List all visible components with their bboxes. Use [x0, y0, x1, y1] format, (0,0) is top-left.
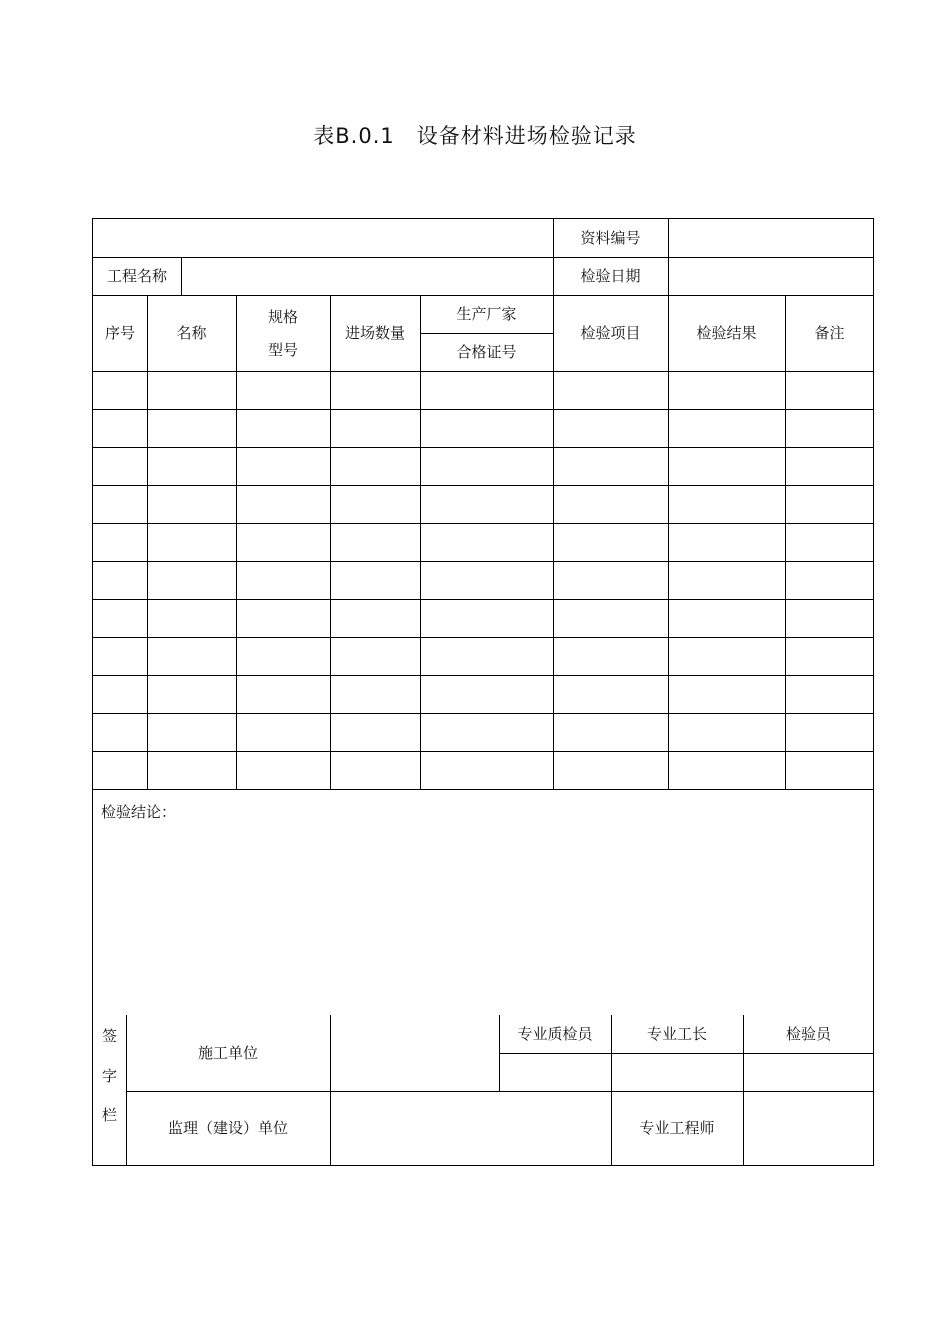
table-cell[interactable]	[668, 751, 785, 789]
table-cell[interactable]	[420, 599, 553, 637]
signature-section-label	[93, 1025, 126, 1125]
inspector-signature-field[interactable]	[743, 1053, 874, 1091]
supervision-unit-label: 监理（建设）单位	[167, 1118, 288, 1137]
table-cell[interactable]	[330, 751, 420, 789]
table-cell[interactable]	[330, 523, 420, 561]
table-cell[interactable]	[330, 599, 420, 637]
table-cell[interactable]	[553, 713, 668, 751]
col-header-remark: 备注	[814, 323, 845, 342]
table-cell[interactable]	[785, 599, 874, 637]
col-header-certificate: 合格证号	[456, 342, 517, 361]
table-cell[interactable]	[236, 447, 330, 485]
table-cell[interactable]	[553, 371, 668, 409]
table-cell[interactable]	[668, 599, 785, 637]
foreman-label: 专业工长	[646, 1024, 707, 1043]
table-cell[interactable]	[668, 371, 785, 409]
col-header-quantity: 进场数量	[344, 323, 405, 342]
col-header-spec	[236, 306, 330, 360]
table-cell[interactable]	[785, 523, 874, 561]
table-cell[interactable]	[147, 637, 236, 675]
table-cell[interactable]	[553, 485, 668, 523]
foreman-signature-field[interactable]	[611, 1053, 743, 1091]
signature-section-char-2: 字	[101, 1066, 117, 1085]
table-cell[interactable]	[785, 409, 874, 447]
col-header-spec-line1: 规格	[267, 308, 298, 326]
table-cell[interactable]	[420, 485, 553, 523]
table-cell[interactable]	[420, 371, 553, 409]
table-cell[interactable]	[93, 371, 147, 409]
table-cell[interactable]	[553, 599, 668, 637]
table-cell[interactable]	[785, 637, 874, 675]
table-cell[interactable]	[668, 675, 785, 713]
table-cell[interactable]	[93, 599, 147, 637]
data-number-field[interactable]	[668, 219, 874, 257]
table-cell[interactable]	[147, 447, 236, 485]
table-cell[interactable]	[785, 675, 874, 713]
col-header-spec-line2: 型号	[267, 341, 298, 359]
table-cell[interactable]	[236, 713, 330, 751]
engineer-signature-field[interactable]	[743, 1091, 874, 1165]
table-cell[interactable]	[553, 523, 668, 561]
table-cell[interactable]	[236, 637, 330, 675]
page-title: 表B.0.1 设备材料进场检验记录	[313, 124, 637, 148]
table-cell[interactable]	[553, 751, 668, 789]
table-cell[interactable]	[420, 713, 553, 751]
table-cell[interactable]	[668, 485, 785, 523]
table-cell[interactable]	[236, 599, 330, 637]
table-cell[interactable]	[147, 675, 236, 713]
col-header-result: 检验结果	[696, 323, 757, 342]
project-name-field[interactable]	[181, 257, 553, 295]
table-cell[interactable]	[93, 409, 147, 447]
table-cell[interactable]	[236, 409, 330, 447]
col-header-manufacturer: 生产厂家	[456, 304, 517, 323]
inspection-date-label: 检验日期	[580, 266, 641, 285]
table-cell[interactable]	[147, 371, 236, 409]
table-cell[interactable]	[785, 485, 874, 523]
table-cell[interactable]	[330, 371, 420, 409]
table-cell[interactable]	[668, 447, 785, 485]
table-cell[interactable]	[553, 561, 668, 599]
signature-section-char-1: 签	[101, 1027, 117, 1045]
table-cell[interactable]	[553, 637, 668, 675]
conclusion-label: 检验结论：	[101, 803, 177, 821]
inspection-date-field[interactable]	[668, 257, 874, 295]
table-cell[interactable]	[93, 713, 147, 751]
table-cell[interactable]	[236, 675, 330, 713]
signature-section-char-3: 栏	[101, 1106, 117, 1124]
table-cell[interactable]	[785, 561, 874, 599]
table-cell[interactable]	[330, 713, 420, 751]
table-cell[interactable]	[668, 637, 785, 675]
table-cell[interactable]	[236, 371, 330, 409]
table-cell[interactable]	[236, 485, 330, 523]
table-cell[interactable]	[236, 523, 330, 561]
table-cell[interactable]	[93, 751, 147, 789]
grid-line	[93, 789, 874, 790]
table-cell[interactable]	[236, 751, 330, 789]
inspector-label: 检验员	[785, 1024, 831, 1043]
table-cell[interactable]	[785, 713, 874, 751]
table-cell[interactable]	[93, 447, 147, 485]
table-cell[interactable]	[785, 751, 874, 789]
table-cell[interactable]	[93, 675, 147, 713]
table-cell[interactable]	[785, 371, 874, 409]
table-cell[interactable]	[668, 409, 785, 447]
supervision-unit-field[interactable]	[330, 1091, 611, 1165]
table-cell[interactable]	[147, 713, 236, 751]
conclusion-field[interactable]	[93, 829, 874, 1015]
table-cell[interactable]	[420, 637, 553, 675]
table-cell[interactable]	[785, 447, 874, 485]
project-name-label: 工程名称	[106, 266, 167, 285]
table-cell[interactable]	[147, 751, 236, 789]
table-cell[interactable]	[93, 485, 147, 523]
table-cell[interactable]	[420, 561, 553, 599]
table-cell[interactable]	[420, 675, 553, 713]
table-cell[interactable]	[668, 561, 785, 599]
table-cell[interactable]	[147, 561, 236, 599]
table-cell[interactable]	[93, 561, 147, 599]
construction-unit-field[interactable]	[330, 1015, 499, 1091]
table-cell[interactable]	[553, 409, 668, 447]
table-cell[interactable]	[330, 485, 420, 523]
col-header-seq: 序号	[104, 323, 135, 342]
table-cell[interactable]	[553, 675, 668, 713]
inspection-form	[92, 218, 874, 1166]
table-cell[interactable]	[420, 523, 553, 561]
table-cell[interactable]	[236, 561, 330, 599]
table-cell[interactable]	[147, 409, 236, 447]
table-cell[interactable]	[330, 409, 420, 447]
table-cell[interactable]	[330, 637, 420, 675]
table-cell[interactable]	[330, 561, 420, 599]
table-cell[interactable]	[93, 523, 147, 561]
table-cell[interactable]	[420, 409, 553, 447]
table-cell[interactable]	[93, 637, 147, 675]
quality-inspector-signature-field[interactable]	[499, 1053, 611, 1091]
table-cell[interactable]	[553, 447, 668, 485]
col-header-item: 检验项目	[580, 323, 641, 342]
table-cell[interactable]	[420, 751, 553, 789]
table-cell[interactable]	[330, 675, 420, 713]
data-number-label: 资料编号	[580, 228, 641, 247]
col-header-name: 名称	[176, 323, 207, 342]
table-cell[interactable]	[147, 523, 236, 561]
table-cell[interactable]	[330, 447, 420, 485]
table-cell[interactable]	[147, 485, 236, 523]
table-cell[interactable]	[420, 447, 553, 485]
table-cell[interactable]	[668, 713, 785, 751]
table-cell[interactable]	[668, 523, 785, 561]
engineer-label: 专业工程师	[639, 1118, 715, 1137]
quality-inspector-label: 专业质检员	[517, 1024, 593, 1043]
table-cell[interactable]	[147, 599, 236, 637]
construction-unit-label: 施工单位	[197, 1043, 258, 1062]
